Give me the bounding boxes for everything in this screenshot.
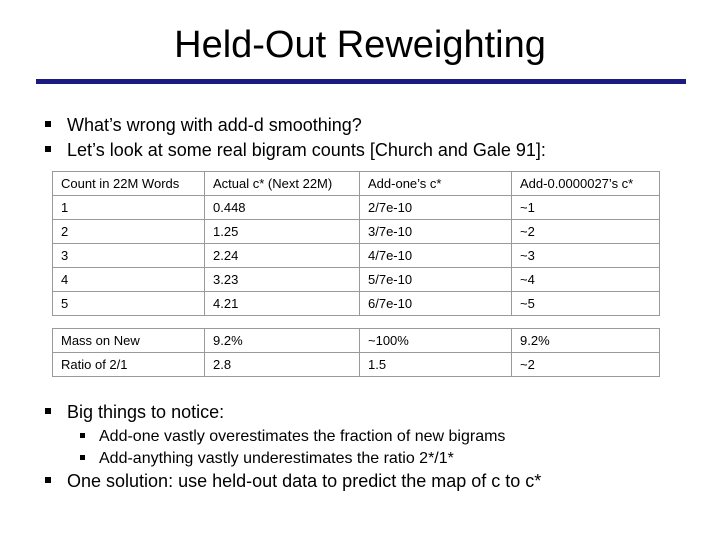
table-gap-cell [360, 316, 512, 329]
table-summary-row [53, 353, 660, 377]
table-row [53, 268, 660, 292]
table-cell: 6/7e-10 [360, 292, 512, 316]
table-cell: 3 [53, 244, 205, 268]
bullet-text: Big things to notice: [67, 402, 225, 422]
bullet-item [45, 140, 546, 161]
sub-bullet-item [80, 428, 505, 446]
square-bullet-icon [45, 477, 51, 483]
table-cell: 1 [53, 196, 205, 220]
table-cell: 4.21 [205, 292, 360, 316]
table-header-cell: Count in 22M Words [53, 172, 205, 196]
title-divider [36, 79, 686, 84]
table-header-cell: Add-one’s c* [360, 172, 512, 196]
table-cell: Mass on New [53, 329, 205, 353]
table-cell: 9.2% [512, 329, 660, 353]
table-cell: ~3 [512, 244, 660, 268]
sub-bullet-text: Add-anything vastly underestimates the ratio 2*/1* [99, 450, 454, 467]
sub-bullet-item [80, 450, 454, 468]
table-row [53, 220, 660, 244]
table-gap-row [53, 316, 660, 329]
slide-title: Held-Out Reweighting [174, 24, 546, 66]
bigram-counts-table [52, 171, 660, 377]
table-cell: 2 [53, 220, 205, 244]
square-bullet-icon [45, 408, 51, 414]
table-gap-cell [205, 316, 360, 329]
bullet-item [45, 402, 224, 423]
table-cell: ~2 [512, 353, 660, 377]
table-cell: 0.448 [205, 196, 360, 220]
table-cell: ~5 [512, 292, 660, 316]
sub-bullet-text: Add-one vastly overestimates the fraction of new bigrams [99, 428, 506, 445]
table-header-cell: Actual c* (Next 22M) [205, 172, 360, 196]
table-cell: 3/7e-10 [360, 220, 512, 244]
table-cell: ~100% [360, 329, 512, 353]
square-bullet-icon [80, 433, 85, 438]
table-summary-row [53, 329, 660, 353]
table-cell: 9.2% [205, 329, 360, 353]
table-cell: 2.8 [205, 353, 360, 377]
table-cell: 4/7e-10 [360, 244, 512, 268]
table-cell: 4 [53, 268, 205, 292]
table-cell: 3.23 [205, 268, 360, 292]
table-cell: 2/7e-10 [360, 196, 512, 220]
table-row [53, 292, 660, 316]
bullet-text: What’s wrong with add-d smoothing? [67, 115, 362, 135]
table-cell: 5/7e-10 [360, 268, 512, 292]
table-cell: 2.24 [205, 244, 360, 268]
bullet-item [45, 471, 541, 492]
square-bullet-icon [45, 146, 51, 152]
table-row [53, 244, 660, 268]
square-bullet-icon [45, 121, 51, 127]
table-gap-cell [512, 316, 660, 329]
table-cell: Ratio of 2/1 [53, 353, 205, 377]
table-cell: 1.25 [205, 220, 360, 244]
table-cell: 5 [53, 292, 205, 316]
square-bullet-icon [80, 455, 85, 460]
table-cell: ~2 [512, 220, 660, 244]
table-cell: ~4 [512, 268, 660, 292]
table-gap-cell [53, 316, 205, 329]
table-row [53, 196, 660, 220]
bullet-text: Let’s look at some real bigram counts [Church and Gale 91]: [67, 140, 546, 160]
bullet-text: One solution: use held-out data to predict the map of c to c* [67, 471, 542, 491]
table-header-row [53, 172, 660, 196]
bullet-item [45, 115, 362, 136]
table-cell: 1.5 [360, 353, 512, 377]
table-header-cell: Add-0.0000027’s c* [512, 172, 660, 196]
table-cell: ~1 [512, 196, 660, 220]
